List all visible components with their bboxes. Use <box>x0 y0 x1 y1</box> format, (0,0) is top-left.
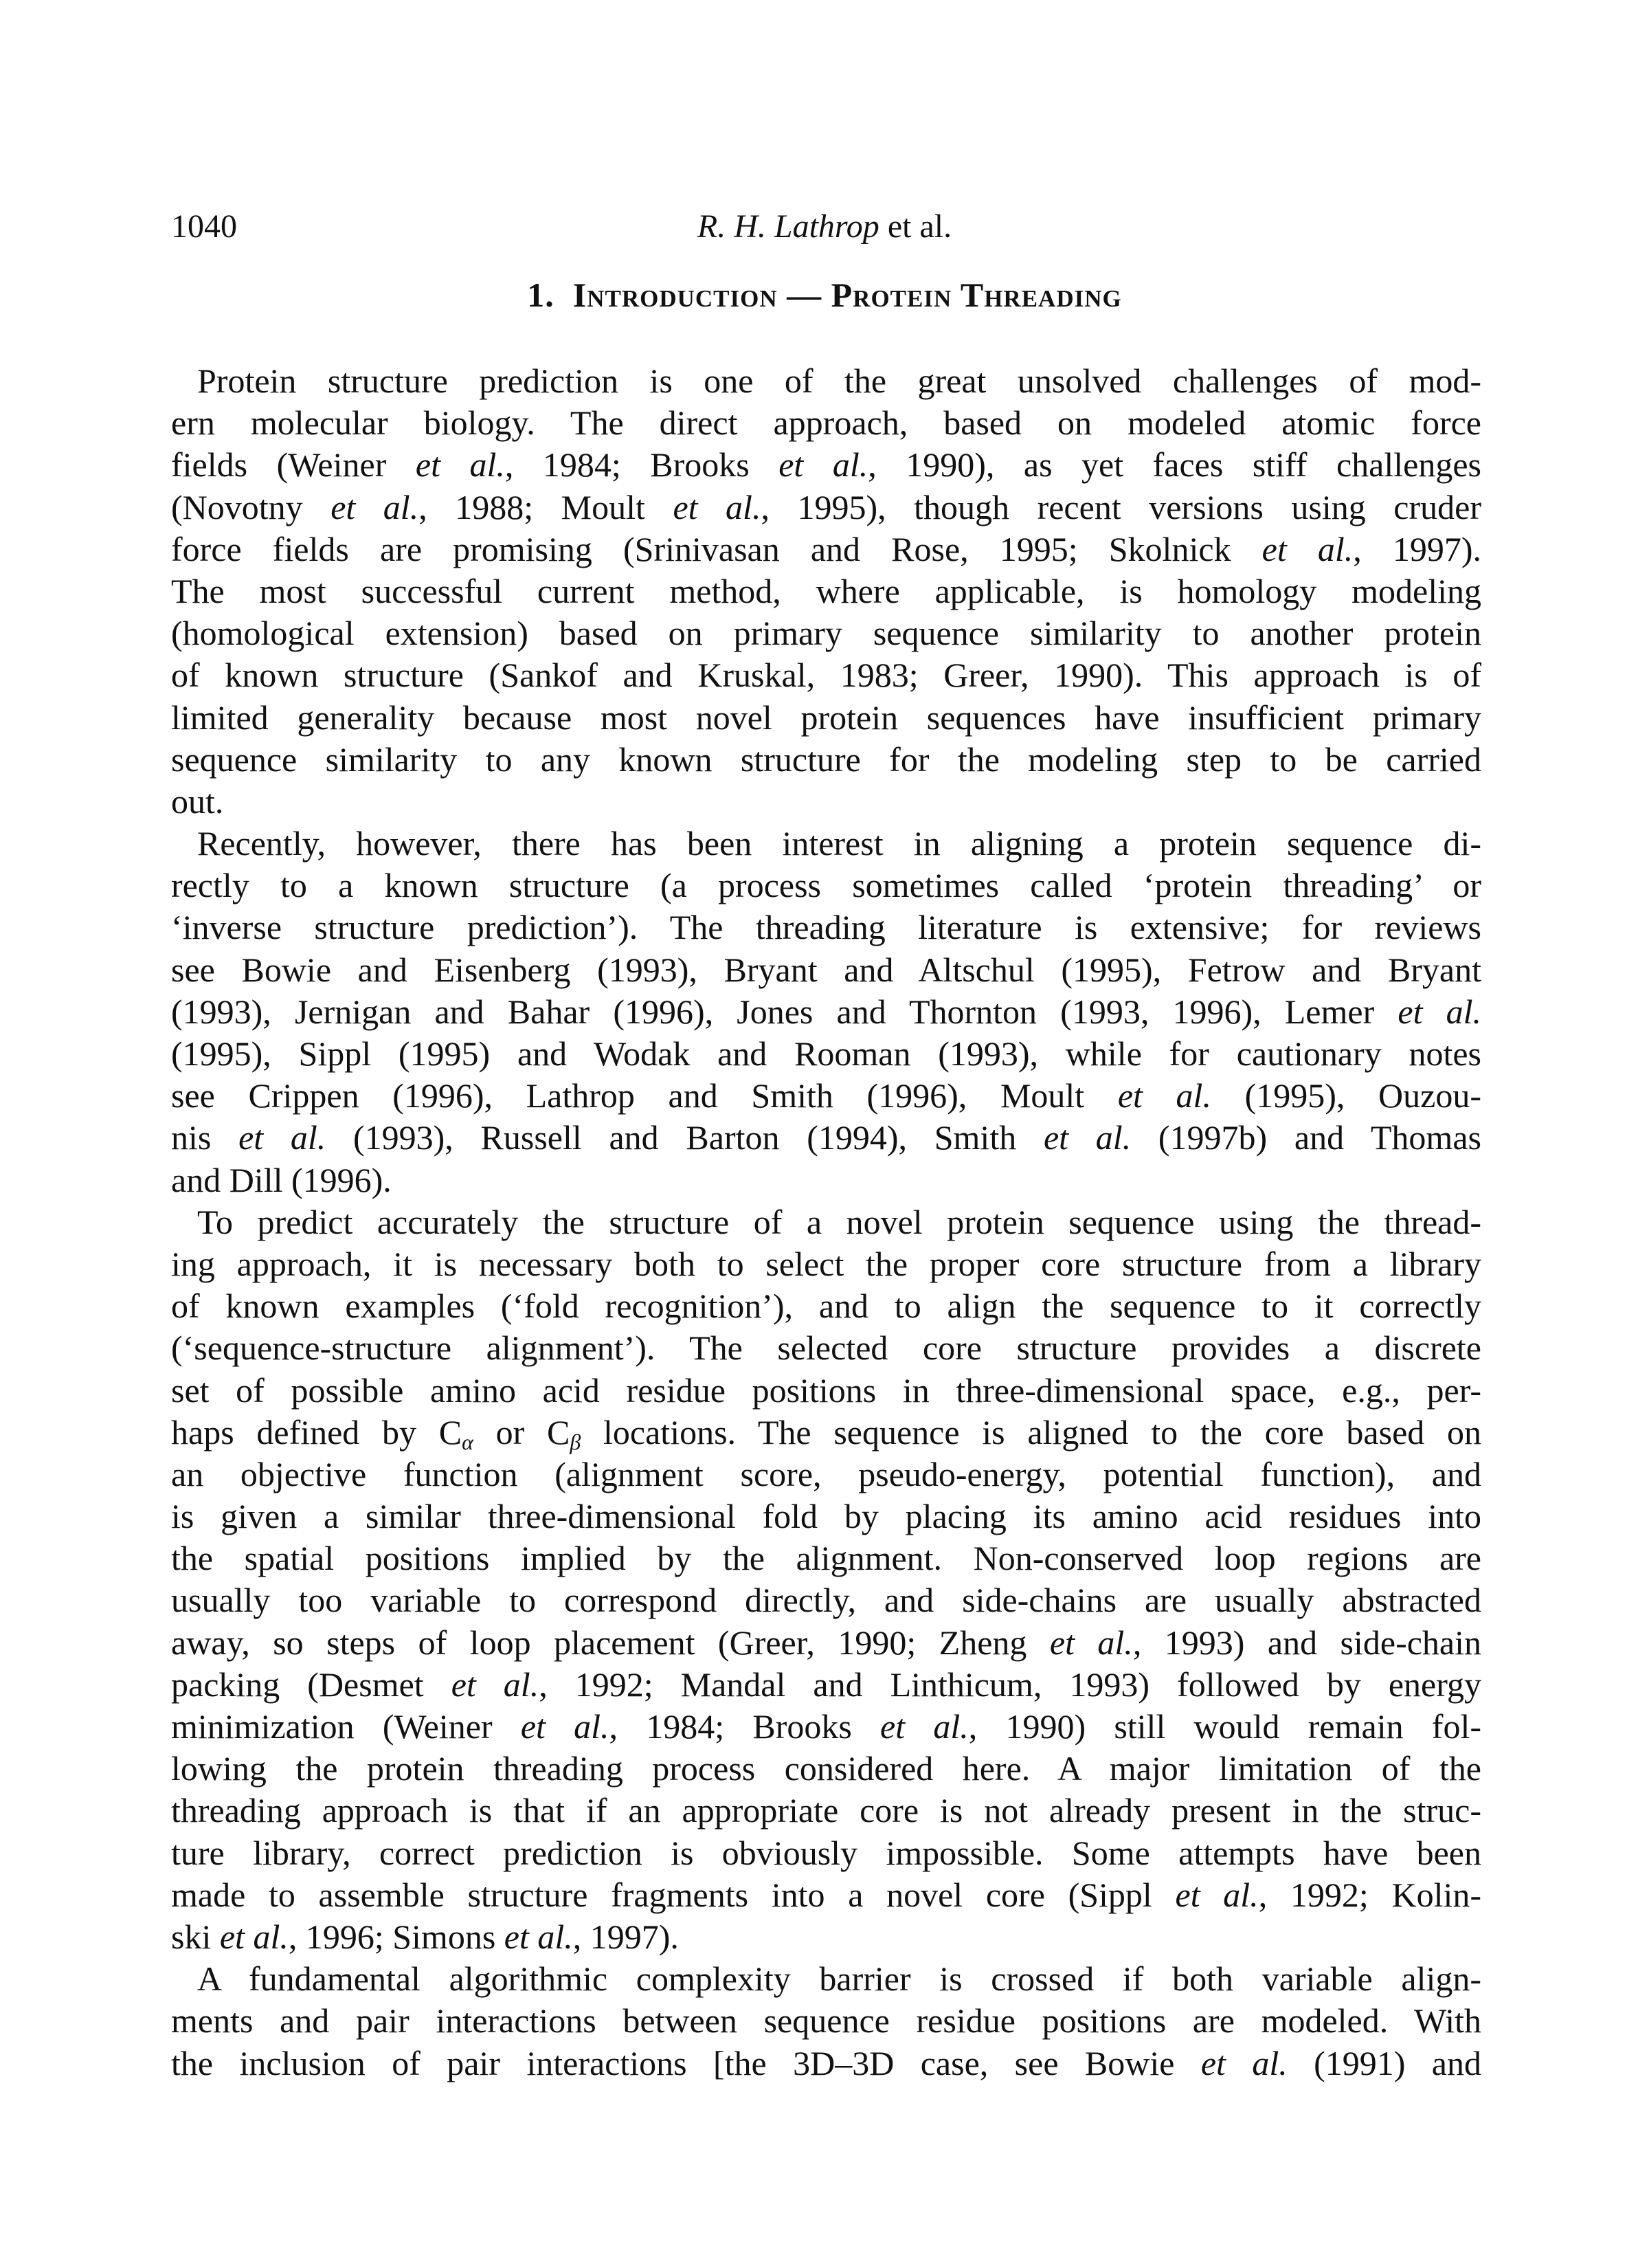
text-line: nis et al. (1993), Russell and Barton (1994), Smith et al. (1997b) and Thomas <box>171 1118 1481 1157</box>
page-number: 1040 <box>171 208 237 245</box>
text-line: haps defined by $C_\alpha$ or $C_\beta$ locations. The sequence is aligned to the core based on <box>171 1412 1481 1454</box>
text-line: To predict accurately the structure of a novel protein sequence using the thread- <box>197 1202 1481 1241</box>
text-line: Protein structure prediction is one of the great unsolved challenges of mod- <box>197 362 1481 400</box>
text-line: see Crippen (1996), Lathrop and Smith (1996), Moult et al. (1995), Ouzou- <box>171 1076 1481 1115</box>
text-line: packing (Desmet et al., 1992; Mandal and Linthicum, 1993) followed by energy <box>171 1665 1481 1704</box>
running-head-suffix: et al. <box>879 208 952 245</box>
text-line: fields (Weiner et al., 1984; Brooks et al., 1990), as yet faces stiff challenges <box>171 445 1481 485</box>
text-line: Recently, however, there has been interest in aligning a protein sequence di- <box>197 824 1481 863</box>
text-line: away, so steps of loop placement (Greer, 1990; Zheng et al., 1993) and side-chain <box>171 1623 1481 1662</box>
text-line: usually too variable to correspond directly, and side-chains are usually abstracted <box>171 1581 1481 1620</box>
text-line: sequence similarity to any known structure for the modeling step to be carried <box>171 740 1481 779</box>
text-line: made to assemble structure fragments into a novel core (Sippl et al., 1992; Kolin- <box>171 1875 1481 1914</box>
text-line: (1993), Jernigan and Bahar (1996), Jones and Thornton (1993, 1996), Lemer et al. <box>171 992 1481 1031</box>
text-line: of known examples (‘fold recognition’), and to align the sequence to it correctly <box>171 1287 1481 1326</box>
text-line: the spatial positions implied by the alignment. Non-conserved loop regions are <box>171 1539 1481 1578</box>
section-heading <box>0 274 1649 316</box>
section-title: Introduction — Protein Threading <box>572 276 1122 314</box>
text-line: ‘inverse structure prediction’). The threading literature is extensive; for reviews <box>171 908 1481 947</box>
text-line: (Novotny et al., 1988; Moult et al., 1995), though recent versions using cruder <box>171 487 1481 526</box>
text-line: rectly to a known structure (a process sometimes called ‘protein threading’ or <box>171 866 1481 905</box>
text-line: set of possible amino acid residue positions in three-dimensional space, e.g., per- <box>171 1370 1481 1410</box>
text-line: (1995), Sippl (1995) and Wodak and Rooman (1993), while for cautionary notes <box>171 1034 1481 1073</box>
running-head <box>0 206 1649 247</box>
text-line: an objective function (alignment score, pseudo-energy, potential function), and <box>171 1454 1481 1493</box>
running-head-author: R. H. Lathrop <box>697 208 879 245</box>
text-line: ments and pair interactions between sequence residue positions are modeled. With <box>171 2001 1481 2041</box>
section-number: 1. <box>527 276 554 314</box>
text-line: of known structure (Sankof and Kruskal, 1983; Greer, 1990). This approach is of <box>171 656 1481 695</box>
text-line: force fields are promising (Srinivasan and Rose, 1995; Skolnick et al., 1997). <box>171 529 1481 568</box>
text-line: minimization (Weiner et al., 1984; Brooks et al., 1990) still would remain fol- <box>171 1707 1481 1746</box>
text-line: ski et al., 1996; Simons et al., 1997). <box>171 1917 679 1956</box>
text-line: lowing the protein threading process considered here. A major limitation of the <box>171 1749 1481 1788</box>
paragraph <box>171 360 1481 823</box>
text-line: (homological extension) based on primary sequence similarity to another protein <box>171 614 1481 653</box>
text-line: ing approach, it is necessary both to select the proper core structure from a library <box>171 1244 1481 1283</box>
text-line: ern molecular biology. The direct approach, based on modeled atomic force <box>171 403 1481 443</box>
text-line: (‘sequence-structure alignment’). The selected core structure provides a discrete <box>171 1328 1481 1368</box>
text-line: is given a similar three-dimensional fold by placing its amino acid residues into <box>171 1497 1481 1536</box>
paragraph <box>171 1958 1481 2084</box>
text-line: ture library, correct prediction is obviously impossible. Some attempts have been <box>171 1833 1481 1872</box>
paragraph <box>171 1201 1481 1958</box>
text-line: A fundamental algorithmic complexity barrier is crossed if both variable align- <box>197 1959 1481 1999</box>
text-line: see Bowie and Eisenberg (1993), Bryant and Altschul (1995), Fetrow and Bryant <box>171 950 1481 989</box>
text-line: out. <box>171 781 224 821</box>
text-line: the inclusion of pair interactions [the 3D–3D case, see Bowie et al. (1991) and <box>171 2043 1481 2082</box>
text-line: threading approach is that if an appropriate core is not already present in the struc- <box>171 1791 1481 1830</box>
text-line: The most successful current method, where applicable, is homology modeling <box>171 571 1481 610</box>
text-line: and Dill (1996). <box>171 1160 392 1199</box>
paragraph <box>171 823 1481 1201</box>
text-line: limited generality because most novel protein sequences have insufficient primary <box>171 698 1481 737</box>
body-text <box>171 360 1481 2084</box>
